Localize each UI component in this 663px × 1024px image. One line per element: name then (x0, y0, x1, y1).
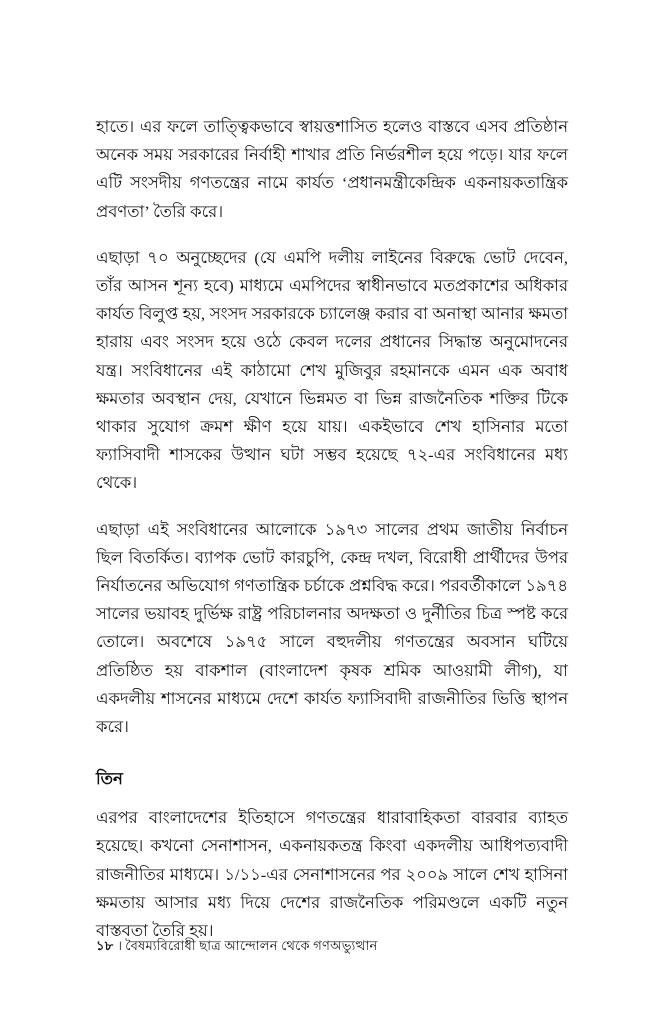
main-text-column (96, 113, 568, 945)
section-heading-three: তিন (96, 769, 123, 789)
page-footer (96, 936, 568, 956)
body-paragraph-2: এছাড়া ৭০ অনুচ্ছেদের (যে এমপি দলীয় লাইনের বিরুদ্ধে ভোট দেবেন, তাঁর আসন শূন্য হবে) মাধ্যমে এমপিদের স্বাধীনভাবে মতপ্রকাশের অধিকার কার্যত বিলুপ্ত হয়, সংসদ সরকারকে চ্যালেঞ্জ করার বা অনাস্থা আনার ক্ষমতা হারায় এবং সংসদ হয়ে ওঠে কেবল দলের প্রধানের সিদ্ধান্ত অনুমোদনের যন্ত্র। সংবিধানের এই কাঠামো শেখ মুজিবুর রহমানকে এমন এক অবাধ ক্ষমতার অবস্থান দেয়, যেখানে ভিন্নমত বা ভিন্ন রাজনৈতিক শক্তির টিকে থাকার সুযোগ ক্রমশ ক্ষীণ হয়ে যায়। একইভাবে শেখ হাসিনার মতো ফ্যাসিবাদী শাসকের উত্থান ঘটা সম্ভব হয়েছে ৭২-এর সংবিধানের মধ্য থেকে। (96, 247, 568, 493)
body-paragraph-1: হাতে। এর ফলে তাত্ত্বিকভাবে স্বায়ত্তশাসিত হলেও বাস্তবে এসব প্রতিষ্ঠান অনেক সময় সরকারের নির্বাহী শাখার প্রতি নির্ভরশীল হয়ে পড়ে। যার ফলে এটি সংসদীয় গণতন্ত্রের নামে কার্যত ‘প্রধানমন্ত্রীকেন্দ্রিক একনায়কতান্ত্রিক প্রবণতা’ তৈরি করে। (96, 117, 568, 221)
footer-page-number: ১৮ (96, 938, 114, 953)
footer-separator: । (117, 938, 123, 953)
body-paragraph-4: এরপর বাংলাদেশের ইতিহাসে গণতন্ত্রের ধারাবাহিকতা বারবার ব্যাহত হয়েছে। কখনো সেনাশাসন, একনায়কতন্ত্র কিংবা একদলীয় আধিপত্যবাদী রাজনীতির মাধ্যমে। ১/১১-এর সেনাশাসনের পর ২০০৯ সালে শেখ হাসিনা ক্ষমতায় আসার মধ্য দিয়ে দেশের রাজনৈতিক পরিমণ্ডলে একটি নতুন বাস্তবতা তৈরি হয়। (96, 808, 568, 941)
body-paragraph-3: এছাড়া এই সংবিধানের আলোকে ১৯৭৩ সালের প্রথম জাতীয় নির্বাচন ছিল বিতর্কিত। ব্যাপক ভোট কারচুপি, কেন্দ্র দখল, বিরোধী প্রার্থীদের উপর নির্যাতনের অভিযোগ গণতান্ত্রিক চর্চাকে প্রশ্নবিদ্ধ করে। পরবর্তীকালে ১৯৭৪ সালের ভয়াবহ দুর্ভিক্ষ রাষ্ট্র পরিচালনার অদক্ষতা ও দুর্নীতির চিত্র স্পষ্ট করে তোলে। অবশেষে ১৯৭৫ সালে বহুদলীয় গণতন্ত্রের অবসান ঘটিয়ে প্রতিষ্ঠিত হয় বাকশাল (বাংলাদেশ কৃষক শ্রমিক আওয়ামী লীগ), যা একদলীয় শাসনের মাধ্যমে দেশে কার্যত ফ্যাসিবাদী রাজনীতির ভিত্তি স্থাপন করে। (96, 519, 568, 737)
footer-book-title: বৈষম্যবিরোধী ছাত্র আন্দোলন থেকে গণঅভ্যুত্থান (125, 938, 378, 953)
